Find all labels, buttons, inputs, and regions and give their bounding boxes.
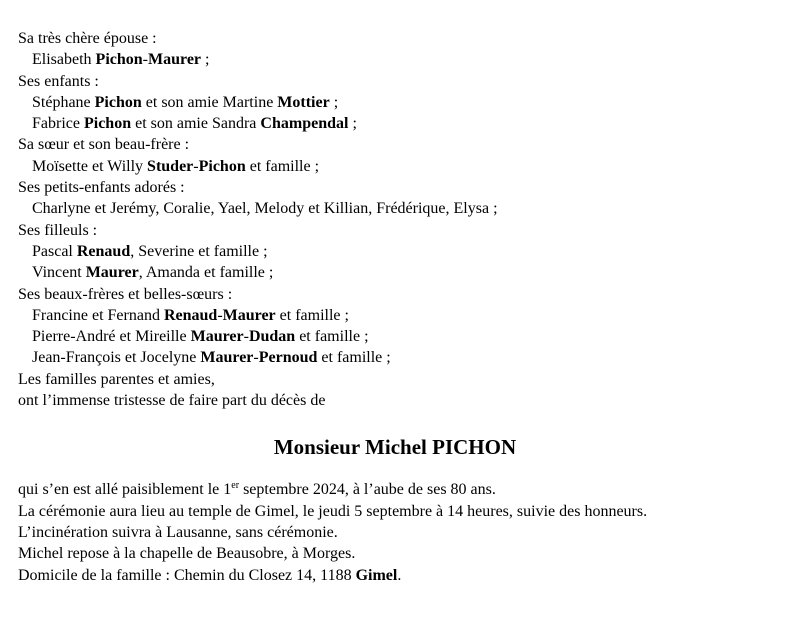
- inlaw-2-surname-1: Maurer: [190, 328, 244, 346]
- spouse-line-end: ;: [201, 51, 210, 69]
- family-town: Gimel: [355, 566, 398, 584]
- child-2-line-end: ;: [348, 115, 357, 133]
- inlaw-1-surname-separator: -: [217, 306, 223, 324]
- details-line-2: La cérémonie aura lieu au temple de Gimel, le jeudi 5 septembre à 14 heures, suivie des honneurs.: [18, 502, 648, 520]
- child-2-first-name: Fabrice: [32, 115, 84, 133]
- inlaw-line-1: [18, 305, 778, 326]
- godchild-1-first-name: Pascal: [32, 242, 77, 260]
- inlaw-3-surname-separator: -: [253, 349, 259, 367]
- details-line-1-start: qui s’en est allé paisiblement le 1: [18, 481, 232, 499]
- child-1-first-name: Stéphane: [32, 93, 95, 111]
- families-line: Les familles parentes et amies,: [18, 370, 215, 388]
- inlaw-3-line-end: et famille ;: [317, 349, 391, 367]
- child-2-partner-surname: Champendal: [260, 115, 349, 133]
- sister-first-names: Moïsette et Willy: [32, 157, 148, 175]
- godchild-line-1: [18, 241, 778, 262]
- obituary-notice: [18, 28, 778, 586]
- sister-surname-separator: -: [193, 157, 199, 175]
- sister-line-end: et famille ;: [245, 157, 320, 175]
- grandchildren-line: Charlyne et Jerémy, Coralie, Yael, Melody et Killian, Frédérique, Elysa ;: [32, 200, 498, 218]
- inlaw-3-surname-1: Maurer: [200, 349, 254, 367]
- inlaw-1-first-names: Francine et Fernand: [32, 306, 164, 324]
- details-line-5: [18, 565, 778, 586]
- inlaw-1-surname-2: Maurer: [222, 306, 276, 324]
- sister-label: Sa sœur et son beau-frère :: [18, 136, 190, 154]
- details-line-4: Michel repose à la chapelle de Beausobre, à Morges.: [18, 545, 356, 563]
- spouse-label: Sa très chère épouse :: [18, 30, 157, 47]
- grandchildren-label: Ses petits-enfants adorés :: [18, 179, 185, 197]
- godchild-2-line-end: , Amanda et famille ;: [138, 264, 274, 282]
- inlaw-2-surname-separator: -: [243, 328, 249, 346]
- deceased-name-heading: Monsieur Michel PICHON: [273, 435, 517, 460]
- godchild-2-surname: Maurer: [85, 264, 139, 282]
- inlaw-2-line-end: et famille ;: [295, 328, 369, 346]
- details-line-3: L’incinération suivra à Lausanne, sans cérémonie.: [18, 523, 338, 541]
- inlaw-line-3: [18, 347, 778, 368]
- child-1-partner: et son amie Martine: [141, 93, 278, 111]
- spouse-surname-1: Pichon: [95, 51, 143, 69]
- sister-surname-1: Studer: [147, 157, 194, 175]
- child-line-2: [18, 113, 778, 134]
- godchild-1-surname: Renaud: [76, 242, 131, 260]
- details-line-1: [18, 479, 778, 500]
- inlaw-1-surname-1: Renaud: [163, 306, 218, 324]
- announcement-line: ont l’immense tristesse de faire part du décès de: [18, 392, 326, 410]
- details-line-1-end: septembre 2024, à l’aube de ses 80 ans.: [239, 481, 496, 499]
- spouse-line: [18, 49, 778, 70]
- sister-line: [18, 156, 778, 177]
- child-2-surname: Pichon: [83, 115, 132, 133]
- inlaw-1-line-end: et famille ;: [275, 306, 349, 324]
- godchild-1-line-end: , Severine et famille ;: [130, 242, 268, 260]
- sister-surname-2: Pichon: [198, 157, 246, 175]
- details-line-5-end: .: [397, 566, 402, 584]
- ordinal-superscript: er: [231, 480, 240, 492]
- godchild-line-2: [18, 262, 778, 283]
- child-1-line-end: ;: [329, 93, 339, 111]
- child-2-partner: et son amie Sandra: [131, 115, 261, 133]
- child-line-1: [18, 92, 778, 113]
- child-1-surname: Pichon: [94, 93, 142, 111]
- godchild-2-first-name: Vincent: [32, 264, 86, 282]
- inlaw-2-first-names: Pierre-André et Mireille: [32, 328, 191, 346]
- details-line-5-start: Domicile de la famille : Chemin du Closez 14, 1188: [18, 566, 356, 584]
- child-1-partner-surname: Mottier: [277, 93, 330, 111]
- children-label: Ses enfants :: [18, 72, 99, 90]
- spouse-first-name: Elisabeth: [32, 51, 96, 69]
- inlaw-line-2: [18, 326, 778, 347]
- godchildren-label: Ses filleuls :: [18, 221, 98, 239]
- spouse-surname-separator: -: [142, 51, 148, 69]
- spouse-surname-2: Maurer: [148, 51, 202, 69]
- inlaws-label: Ses beaux-frères et belles-sœurs :: [18, 285, 233, 303]
- inlaw-3-first-names: Jean-François et Jocelyne: [32, 349, 201, 367]
- inlaw-3-surname-2: Pernoud: [258, 349, 318, 367]
- inlaw-2-surname-2: Dudan: [248, 328, 296, 346]
